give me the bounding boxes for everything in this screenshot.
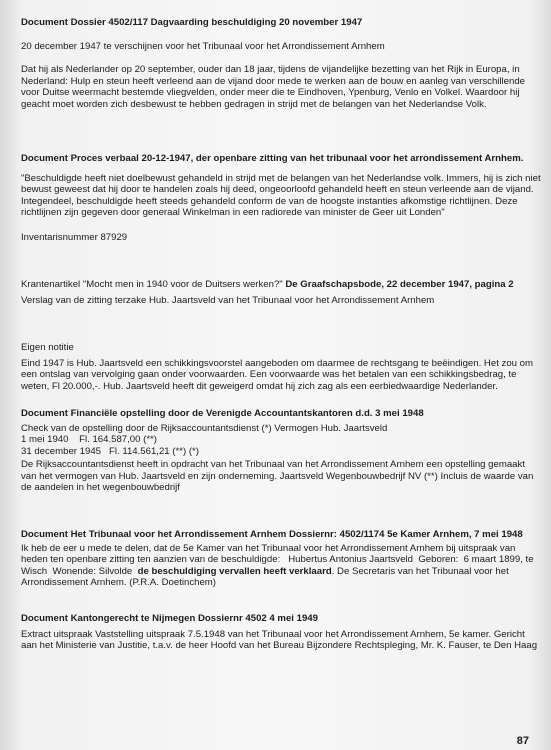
verdict-emphasis: de beschuldiging vervallen heeft verklaard: [137, 565, 332, 577]
vermogen-1945: 31 december 1945 Fl. 114.561,21 (**) (*): [21, 445, 199, 457]
section-krantenartikel: [21, 279, 541, 306]
quote-paragraph: "Beschuldigde heeft niet doelbewust gehandeld in strijd met de belangen van het Nederlandse volk. Immers, hij is zich niet bewust geweest dat hij door te handelen zoals hij deed, ongeoorloofd gehandeld heeft en steun verleende aan de vijand. Integendeel, beschuldigde heeft steeds gehandeld conform de van de hoogste instanties afkomstige richtlijnen. Deze richtlijnen zijn gegeven door generaal Winkelman in een radiorede van minister de Geer uit Londen": [21, 172, 541, 218]
section-dagvaarding: [21, 17, 541, 110]
paragraph: De Rijksaccountantsdienst heeft in opdracht van het Tribunaal van het Arrondissement Arnhem een opstelling gemaakt van het vermogen van Hub. Jaartsveld en zijn onderneming. Jaartsveld Wegenbouwbedrijf NV (**) Incluis de waarde van de aandelen in het wegenbouwbedrijf: [21, 459, 534, 493]
verdict-text: Ik heb de eer u mede te delen, dat de 5e Kamer van het Tribunaal voor het Arrondissement Arnhem bij uitspraak van heden ten openbare zitting ten aanzien van de beschuldigde: Hubertus Antonius Jaartsveld Geboren: 6 maart 1899, te Wisch Wonende: Silvolde: [21, 542, 537, 577]
paragraph: Extract uitspraak Vaststelling uitspraak 7.5.1948 van het Tribunaal voor het Arrondissement Arnhem, 5e kamer. Gericht aan het Ministerie van Justitie, t.a.v. de heer Hoofd van het Bureau Bijzondere Rechtspleging, Mr. K. Fauser, te Den Haag: [21, 628, 538, 651]
article-line: [21, 279, 541, 291]
verdict-text-end: . De Secretaris van het Tribunaal voor het Arrondissement Arnhem. (P.R.A. Doetinchem): [21, 565, 511, 588]
paragraph: [21, 543, 541, 589]
paragraph: Check van de opstelling door de Rijksaccountantsdienst (*) Vermogen Hub. Jaartsveld: [21, 422, 388, 434]
section-proces-verbaal: [21, 153, 541, 243]
article-summary: Verslag van de zitting terzake Hub. Jaartsveld van het Tribunaal voor het Arrondissement Arnhem: [21, 294, 435, 306]
vermogen-1940: 1 mei 1940 Fl. 164.587,00 (**): [21, 434, 157, 445]
note-title: Eigen notitie: [21, 342, 74, 353]
section-heading: Document Proces verbaal 20-12-1947, der openbare zitting van het tribunaal voor het arrondissement Arnhem.: [21, 153, 524, 164]
article-source: De Graafschapsbode, 22 december 1947, pagina 2: [285, 279, 514, 290]
section-heading: Document Dossier 4502/117 Dagvaarding beschuldiging 20 november 1947: [21, 17, 363, 28]
section-financiele-opstelling: [21, 408, 541, 494]
page-number: 87: [516, 735, 529, 747]
inventaris-number: Inventarisnummer 87929: [21, 231, 128, 243]
note-text: Eind 1947 is Hub. Jaartsveld een schikkingsvoorstel aangeboden om daarmee de rechtsgang te beëindigen. Het zou om een ontslag van vervolging gaan onder voorwaarden. Een voorwaarde was het betalen van een schikkingsbedrag, te weten, Fl 20.000,-. Hub. Jaartsveld heeft dit geweigerd omdat hij zich zag als een eerbiedwaardige Nederlander.: [21, 357, 533, 392]
section-kantongerecht: [21, 613, 541, 652]
section-heading: Document Kantongerecht te Nijmegen Dossiernr 4502 4 mei 1949: [21, 613, 318, 624]
section-eigen-notitie: [21, 342, 541, 392]
section-tribunaal-uitspraak: [21, 529, 541, 589]
article-title: Krantenartikel "Mocht men in 1940 voor de Duitsers werken?": [21, 279, 286, 290]
paragraph: Dat hij als Nederlander op 20 september, ouder dan 18 jaar, tijdens de vijandelijke bezetting van het Rijk in Europa, in Nederland: Hulp en steun heeft verleend aan de vijand door mede te werken aan de bouw en aanleg van verschillende voor Duitse weermacht bestemde vliegvelden, onder meer die te Eindhoven, Ypenburg, Venlo en Volkel. Waardoor hij geacht moet worden zich desbewust te hebben gedragen in strijd met de belangen van het Nederlandse Volk.: [21, 64, 526, 110]
paragraph: 20 december 1947 te verschijnen voor het Tribunaal voor het Arrondissement Arnhem: [21, 40, 385, 52]
section-heading: Document Financiële opstelling door de Verenigde Accountantskantoren d.d. 3 mei 1948: [21, 408, 424, 419]
section-heading: Document Het Tribunaal voor het Arrondissement Arnhem Dossiernr: 4502/1174 5e Kamer Arnhem, 7 mei 1948: [21, 529, 523, 540]
